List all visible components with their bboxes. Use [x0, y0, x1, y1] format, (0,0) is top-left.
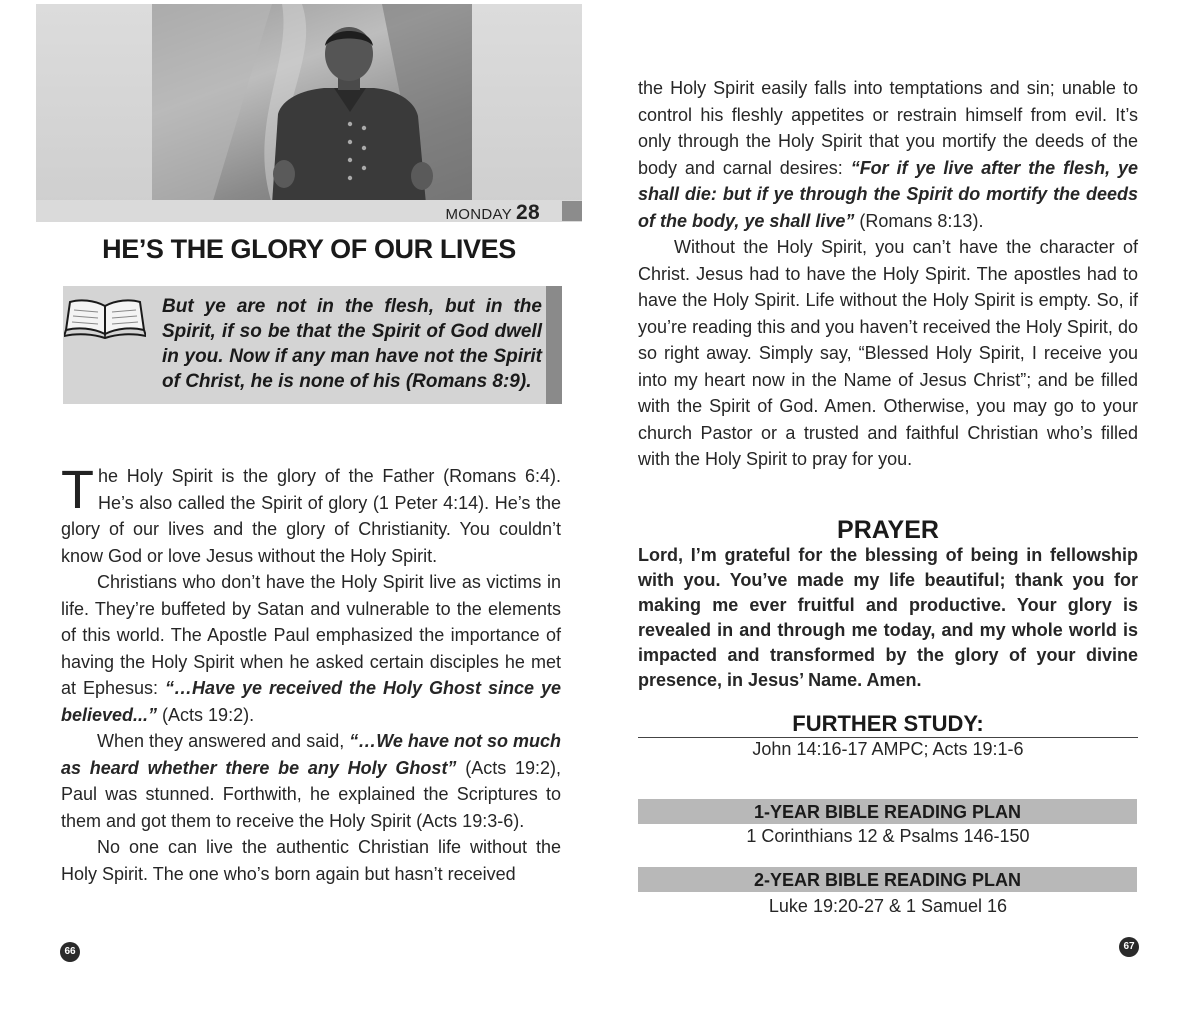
- paragraph-4: No one can live the authentic Christian life without the Holy Spirit. The one who’s born again but hasn’t received: [61, 837, 561, 884]
- paragraph-5-text: the Holy Spirit easily falls into temptations and sin; unable to control his fleshly appetites or restrain himself from evil. It’s only through the Holy Spirit that you mortify the deeds of the body and carnal desires:: [638, 78, 1138, 178]
- speaker-photo: [152, 4, 472, 204]
- speaker-illustration: [152, 4, 472, 204]
- one-year-plan-reading: 1 Corinthians 12 & Psalms 146-150: [746, 826, 1030, 846]
- header-photo-band: [36, 4, 582, 204]
- day-name: MONDAY: [445, 206, 513, 223]
- right-page-body: [638, 75, 1138, 473]
- open-book-icon: [64, 296, 146, 340]
- paragraph-2-text: Christians who don’t have the Holy Spirit live as victims in life. They’re buffeted by Satan and vulnerable to the elements of this world. The Apostle Paul emphasized the importance of having the Holy Spirit when he asked certain disciples he met at Ephesus:: [61, 572, 561, 698]
- paragraph-6: Without the Holy Spirit, you can’t have the character of Christ. Jesus had to have the Holy Spirit. The apostles had to have the Holy Spirit. Life without the Holy Spirit is empty. So, if you’re reading this and you haven’t received the Holy Spirit, do so right away. Simply say, “Blessed Holy Spirit, I receive you into my heart now in the Name of Jesus Christ”; and be filled with the Spirit of God. Amen. Otherwise, you may go to your church Pastor or a trusted and faithful Christian who’s filled with the Holy Spirit to pray for you.: [638, 237, 1138, 469]
- prayer-heading: PRAYER: [837, 516, 939, 544]
- page-number-left: 66: [60, 942, 80, 962]
- date-accent-block: [562, 201, 582, 221]
- paragraph-3-lead: When they answered and said,: [97, 731, 350, 751]
- paragraph-5-reference: (Romans 8:13).: [854, 210, 984, 231]
- devotional-title: HE’S THE GLORY OF OUR LIVES: [102, 234, 516, 264]
- paragraph-2: [61, 569, 561, 728]
- left-page-body: [61, 460, 561, 887]
- further-study-reference: John 14:16-17 AMPC; Acts 19:1-6: [752, 739, 1024, 759]
- drop-cap: T: [61, 460, 94, 520]
- two-year-plan-reading: Luke 19:20-27 & 1 Samuel 16: [768, 896, 1008, 916]
- paragraph-3: [61, 728, 561, 834]
- paragraph-2-reference: (Acts 19:2).: [157, 704, 255, 725]
- paragraph-5: [638, 75, 1138, 234]
- prayer-text: Lord, I’m grateful for the blessing of being in fellowship with you. You’ve made my life beautiful; thank you for making me ever fruitful and productive. Your glory is revealed in and through me today, and my whole world is impacted and transformed by the glory of your divine presence, in Jesus’ Name. Amen.: [638, 545, 1138, 690]
- paragraph-3-quote: “…We have not so much as heard whether there be any Holy Ghost”: [61, 731, 561, 778]
- one-year-plan-heading: 1-YEAR BIBLE READING PLAN: [638, 799, 1137, 824]
- scripture-text: But ye are not in the flesh, but in the Spirit, if so be that the Spirit of God dwell in you. Now if any man have not the Spirit of Christ, he is none of his (Romans 8:9).: [162, 296, 542, 392]
- scripture-box-edge: [546, 286, 562, 404]
- paragraph-1-text: he Holy Spirit is the glory of the Father (Romans 6:4). He’s also called the Spirit of glory (1 Peter 4:14). He’s the glory of our lives and the glory of Christianity. You couldn’t know God or love Jesus without the Holy Spirit.: [61, 466, 561, 566]
- paragraph-3-text: (Acts 19:2), Paul was stunned. Forthwith, he explained the Scriptures to them and got them to receive the Holy Spirit (Acts 19:3-6).: [61, 757, 561, 831]
- further-study-rule: [638, 737, 1138, 738]
- paragraph-1: [61, 460, 561, 569]
- further-study-heading: FURTHER STUDY:: [792, 711, 984, 736]
- date-label: [380, 201, 540, 225]
- day-number: 28: [516, 201, 540, 224]
- two-year-plan-heading: 2-YEAR BIBLE READING PLAN: [638, 867, 1137, 892]
- paragraph-2-quote: “…Have ye received the Holy Ghost since ye believed...”: [61, 678, 561, 725]
- paragraph-5-quote: “For if ye live after the flesh, ye shall die: but if ye through the Spirit do mortify the deeds of the body, ye shall live”: [638, 157, 1139, 231]
- page-number-right: 67: [1119, 937, 1139, 957]
